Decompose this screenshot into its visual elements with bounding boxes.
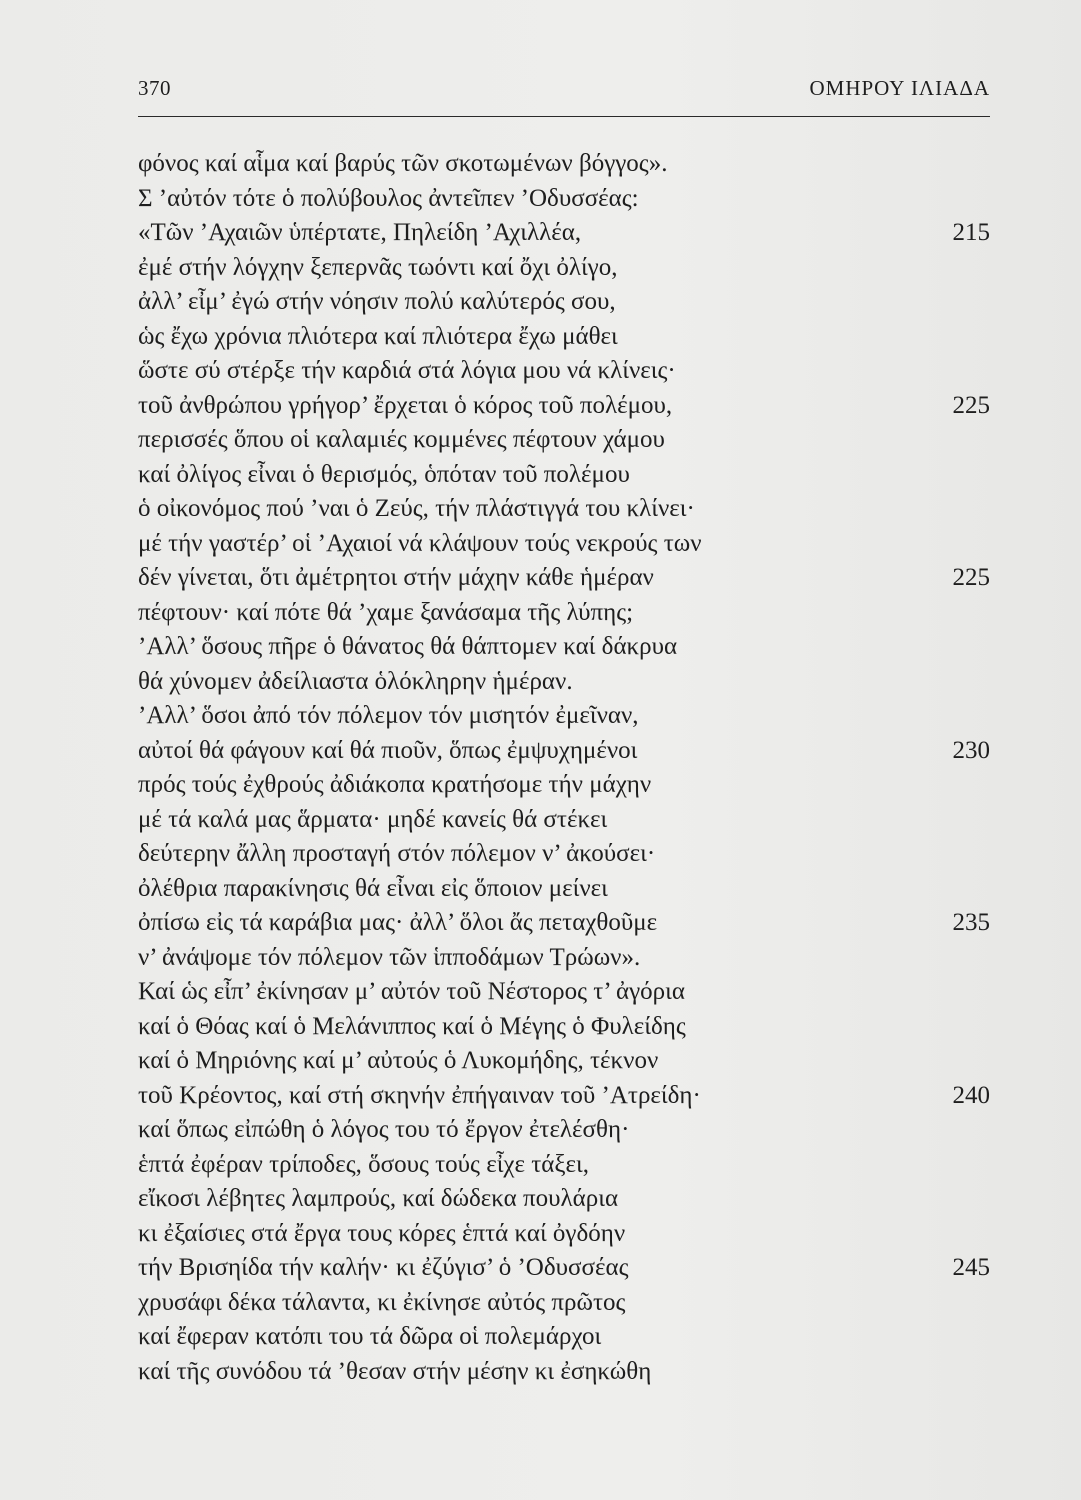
verse-line [138, 182, 990, 217]
verse-line [138, 251, 990, 286]
verse-line [138, 630, 990, 665]
line-number: 215 [952, 219, 990, 246]
verse-line [138, 320, 990, 355]
verse-line [138, 941, 990, 976]
verse-text: καί ἔφεραν κατόπι του τά δῶρα οἱ πολεμάρχοι [138, 1323, 602, 1350]
verse-line [138, 837, 990, 872]
verse-text: τοῦ Κρέοντος, καί στή σκηνήν ἐπήγαιναν τοῦ ’Ατρείδη· [138, 1081, 701, 1109]
verse-text: καί τῆς συνόδου τά ’θεσαν στήν μέσην κι ἐσηκώθη [138, 1357, 652, 1385]
verse-text: καί ὀλίγος εἶναι ὁ θερισμός, ὁπόταν τοῦ πολέμου [138, 460, 630, 488]
verse-block [138, 147, 990, 1389]
verse-text: τήν Βρισηίδα τήν καλήν· κι ἐζύγισ’ ὁ ’Οδυσσέας [138, 1254, 629, 1281]
verse-line [138, 1217, 990, 1252]
verse-line [138, 354, 990, 389]
line-number: 240 [952, 1081, 990, 1109]
verse-line [138, 458, 990, 493]
verse-line [138, 216, 990, 251]
page-number: 370 [138, 76, 171, 100]
verse-text: δέν γίνεται, ὅτι ἀμέτρητοι στήν μάχην κάθε ἡμέραν [138, 564, 654, 591]
verse-line [138, 1355, 990, 1390]
verse-text: εἴκοσι λέβητες λαμπρούς, καί δώδεκα πουλάρια [138, 1185, 619, 1212]
verse-text: μέ τήν γαστέρ’ οἱ ’Αχαιοί νά κλάψουν τούς νεκρούς των [138, 529, 702, 557]
verse-text: Σ ’αὐτόν τότε ὁ πολύβουλος ἀντεῖπεν ’Οδυσσέας: [138, 184, 639, 212]
verse-text: ἑπτά ἐφέραν τρίποδες, ὅσους τούς εἶχε τάξει, [138, 1150, 590, 1178]
verse-line [138, 699, 990, 734]
verse-text: φόνος καί αἷμα καί βαρύς τῶν σκοτωμένων βόγγος». [138, 150, 668, 177]
verse-line [138, 285, 990, 320]
verse-line [138, 389, 990, 424]
verse-text: ν’ ἀνάψομε τόν πόλεμον τῶν ἱπποδάμων Τρώων». [138, 943, 641, 971]
verse-line [138, 906, 990, 941]
verse-text: ὥστε σύ στέρξε τήν καρδιά στά λόγια μου νά κλίνεις· [138, 357, 676, 384]
verse-line [138, 872, 990, 907]
line-number: 245 [952, 1254, 990, 1281]
verse-line [138, 1148, 990, 1183]
page-header [138, 76, 990, 106]
verse-text: ὀπίσω εἰς τά καράβια μας· ἀλλ’ ὅλοι ἄς πεταχθοῦμε [138, 909, 658, 936]
verse-line [138, 1113, 990, 1148]
verse-line [138, 492, 990, 527]
verse-text: ἐμέ στήν λόγχην ξεπερνᾶς τωόντι καί ὄχι ὀλίγο, [138, 253, 618, 281]
verse-line [138, 734, 990, 769]
verse-text: θά χύνομεν ἀδείλιαστα ὁλόκληρην ἡμέραν. [138, 667, 573, 695]
verse-text: χρυσάφι δέκα τάλαντα, κι ἐκίνησε αὐτός πρῶτος [138, 1288, 626, 1316]
verse-text: ’Αλλ’ ὅσοι ἀπό τόν πόλεμον τόν μισητόν ἐμεῖναν, [138, 702, 639, 729]
verse-line [138, 1320, 990, 1355]
verse-text: ὡς ἔχω χρόνια πλιότερα καί πλιότερα ἔχω μάθει [138, 322, 618, 350]
verse-line [138, 803, 990, 838]
verse-text: Καί ὡς εἶπ’ ἐκίνησαν μ’ αὐτόν τοῦ Νέστορος τ’ ἀγόρια [138, 978, 685, 1005]
verse-text: ’Αλλ’ ὅσους πῆρε ὁ θάνατος θά θάπτομεν καί δάκρυα [138, 633, 678, 660]
verse-line [138, 1079, 990, 1114]
verse-line [138, 1182, 990, 1217]
verse-text: περισσές ὅπου οἱ καλαμιές κομμένες πέφτουν χάμου [138, 426, 665, 453]
verse-text: καί ὁ Μηριόνης καί μ’ αὐτούς ὁ Λυκομήδης, τέκνον [138, 1047, 659, 1074]
line-number: 230 [952, 736, 990, 764]
line-number: 225 [952, 564, 990, 591]
verse-line [138, 768, 990, 803]
line-number: 235 [952, 909, 990, 936]
verse-text: καί ὅπως εἰπώθη ὁ λόγος του τό ἔργον ἐτελέσθη· [138, 1116, 630, 1143]
verse-line [138, 975, 990, 1010]
verse-text: μέ τά καλά μας ἅρματα· μηδέ κανείς θά στέκει [138, 805, 608, 833]
verse-text: ὁ οἰκονόμος πού ’ναι ὁ Ζεύς, τήν πλάστιγγά του κλίνει· [138, 495, 695, 522]
verse-line [138, 561, 990, 596]
verse-text: καί ὁ Θόας καί ὁ Μελάνιππος καί ὁ Μέγης ὁ Φυλείδης [138, 1012, 686, 1040]
verse-line [138, 1010, 990, 1045]
verse-line [138, 147, 990, 182]
verse-line [138, 665, 990, 700]
verse-line [138, 423, 990, 458]
verse-line [138, 596, 990, 631]
verse-text: κι ἐξαίσιες στά ἔργα τους κόρες ἑπτά καί ὀγδόην [138, 1219, 626, 1247]
verse-text: πέφτουν· καί πότε θά ’χαμε ξανάσαμα τῆς λύπης; [138, 598, 634, 626]
verse-line [138, 1251, 990, 1286]
header-rule [138, 116, 990, 117]
verse-text: «Τῶν ’Αχαιῶν ὑπέρτατε, Πηλείδη ’Αχιλλέα, [138, 219, 582, 246]
verse-line [138, 527, 990, 562]
verse-line [138, 1286, 990, 1321]
line-number: 225 [952, 391, 990, 419]
verse-text: τοῦ ἀνθρώπου γρήγορ’ ἔρχεται ὁ κόρος τοῦ πολέμου, [138, 391, 673, 419]
verse-text: πρός τούς ἐχθρούς ἀδιάκοπα κρατήσομε τήν μάχην [138, 771, 652, 798]
running-title: ΟΜΗΡΟΥ ΙΛΙΑΔΑ [809, 76, 990, 100]
verse-line [138, 1044, 990, 1079]
verse-text: αὐτοί θά φάγουν καί θά πιοῦν, ὅπως ἐμψυχημένοι [138, 736, 638, 764]
verse-text: δεύτερην ἄλλη προσταγή στόν πόλεμον ν’ ἀκούσει· [138, 840, 656, 867]
verse-text: ὀλέθρια παρακίνησις θά εἶναι εἰς ὅποιον μείνει [138, 874, 608, 902]
verse-text: ἀλλ’ εἶμ’ ἐγώ στήν νόησιν πολύ καλύτερός σου, [138, 288, 616, 315]
